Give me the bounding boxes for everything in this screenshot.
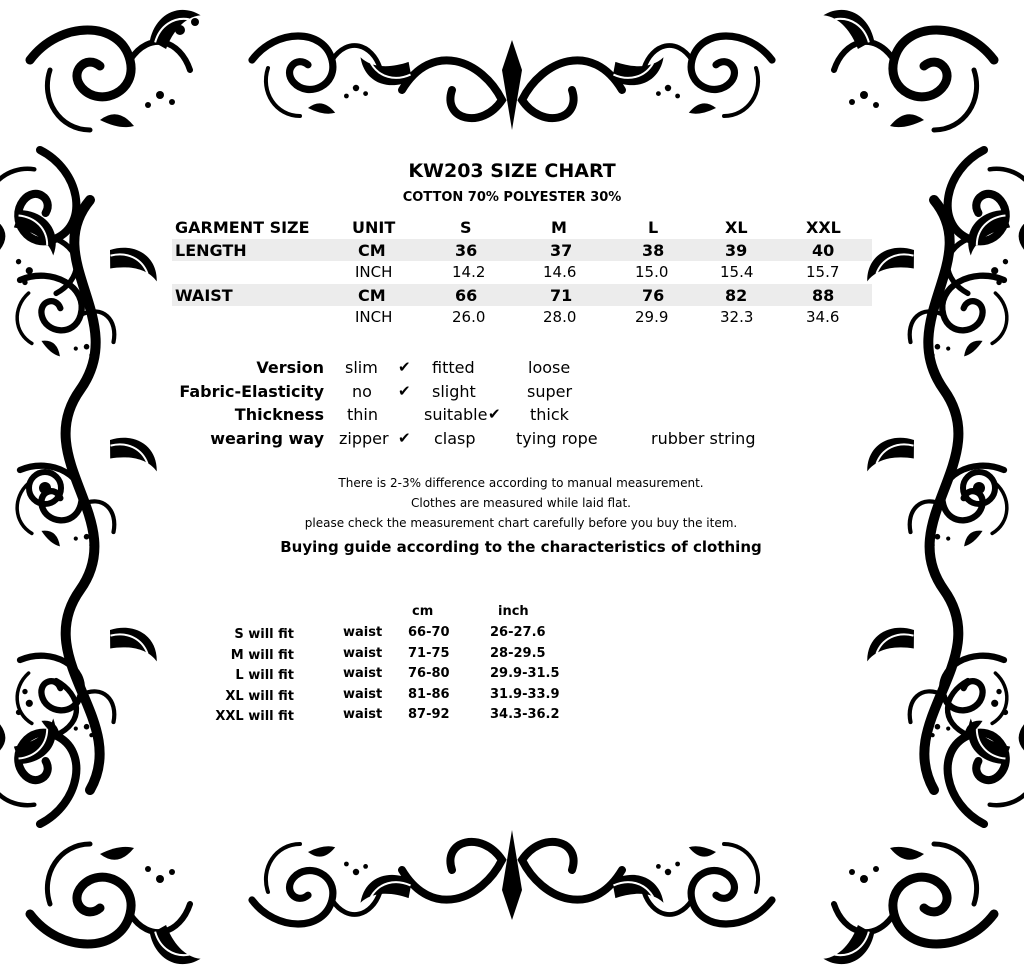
header-size-s: S [460, 218, 472, 237]
value-xl: 82 [725, 285, 748, 305]
corner-ornament-bottom-right [817, 671, 1024, 971]
measurement-note: There is 2-3% difference according to manual measurement. [338, 476, 704, 490]
option-slight: slight [432, 382, 476, 401]
fit-inch: 34.3-36.2 [490, 707, 560, 722]
header-unit: UNIT [352, 218, 396, 237]
fit-inch: 28-29.5 [490, 646, 546, 661]
header-size-l: L [648, 218, 659, 237]
fit-inch: 31.9-33.9 [490, 687, 560, 702]
corner-ornament-bottom-left [0, 671, 207, 971]
value-m: 28.0 [543, 308, 577, 326]
fit-cm: 87-92 [408, 707, 450, 722]
value-xxl: 34.6 [806, 308, 840, 326]
check-icon: ✔ [398, 429, 411, 447]
value-s: 36 [455, 240, 478, 260]
option-suitable: suitable [424, 405, 488, 424]
value-xxl: 15.7 [806, 263, 840, 281]
fit-size-label: XL will fit [225, 689, 294, 704]
fit-cm: 66-70 [408, 625, 450, 640]
check-icon: ✔ [398, 358, 411, 376]
value-l: 76 [642, 285, 665, 305]
fit-part: waist [343, 687, 383, 702]
size-table-header [172, 216, 872, 239]
characteristic-label: Version [256, 358, 324, 377]
value-xl: 15.4 [720, 263, 754, 281]
fit-part: waist [343, 707, 383, 722]
value-l: 38 [642, 240, 665, 260]
header-size-xxl: XXL [806, 218, 841, 237]
bottom-center-crest [252, 830, 772, 924]
row-label: LENGTH [175, 240, 247, 260]
table-row [172, 239, 872, 262]
column-cm: cm [412, 604, 434, 619]
value-m: 14.6 [543, 263, 577, 281]
column-inch: inch [498, 604, 529, 619]
row-unit: INCH [355, 308, 393, 326]
top-center-crest [252, 36, 772, 130]
fit-size-label: XXL will fit [215, 709, 294, 724]
option-rubber-string: rubber string [651, 429, 756, 448]
fit-part: waist [343, 646, 383, 661]
fit-size-label: S will fit [234, 627, 294, 642]
option-zipper: zipper [339, 429, 389, 448]
option-slim: slim [345, 358, 378, 377]
fit-inch: 26-27.6 [490, 625, 546, 640]
table-row [172, 306, 872, 329]
right-side-vine [859, 200, 1024, 790]
option-fitted: fitted [432, 358, 475, 377]
fit-cm: 81-86 [408, 687, 450, 702]
fit-size-label: L will fit [235, 668, 294, 683]
check-icon: ✔ [488, 405, 501, 423]
check-icon: ✔ [398, 382, 411, 400]
row-label: WAIST [175, 285, 233, 305]
option-super: super [527, 382, 573, 401]
value-s: 26.0 [452, 308, 486, 326]
header-size-xl: XL [725, 218, 748, 237]
characteristic-label: Fabric-Elasticity [179, 382, 324, 401]
fit-part: waist [343, 666, 383, 681]
value-xl: 32.3 [720, 308, 754, 326]
option-thick: thick [530, 405, 569, 424]
fit-cm: 71-75 [408, 646, 450, 661]
value-l: 29.9 [635, 308, 669, 326]
header-size-m: M [551, 218, 567, 237]
option-no: no [352, 382, 372, 401]
row-unit: CM [358, 240, 386, 260]
row-unit: INCH [355, 263, 393, 281]
value-l: 15.0 [635, 263, 669, 281]
option-thin: thin [347, 405, 378, 424]
size-table [172, 216, 872, 329]
characteristic-label: wearing way [210, 429, 324, 448]
option-loose: loose [528, 358, 571, 377]
table-row [172, 261, 872, 284]
table-row [172, 284, 872, 307]
left-side-vine [0, 200, 165, 790]
value-xl: 39 [725, 240, 748, 260]
fabric-composition: COTTON 70% POLYESTER 30% [402, 190, 622, 205]
value-m: 71 [550, 285, 573, 305]
buying-guide-title: Buying guide according to the characteristics of clothing [280, 538, 762, 556]
page-title: KW203 SIZE CHART [408, 160, 616, 182]
value-xxl: 88 [812, 285, 835, 305]
fit-size-label: M will fit [230, 648, 294, 663]
value-xxl: 40 [812, 240, 835, 260]
header-garment-size: GARMENT SIZE [175, 218, 310, 237]
fit-inch: 29.9-31.5 [490, 666, 560, 681]
characteristic-label: Thickness [234, 405, 324, 424]
value-s: 14.2 [452, 263, 486, 281]
row-unit: CM [358, 285, 386, 305]
fit-part: waist [343, 625, 383, 640]
measurement-note: Clothes are measured while laid flat. [411, 496, 631, 510]
value-s: 66 [455, 285, 478, 305]
option-clasp: clasp [434, 429, 476, 448]
fit-cm: 76-80 [408, 666, 450, 681]
option-tying-rope: tying rope [516, 429, 598, 448]
measurement-note: please check the measurement chart carefully before you buy the item. [304, 516, 738, 530]
value-m: 37 [550, 240, 573, 260]
